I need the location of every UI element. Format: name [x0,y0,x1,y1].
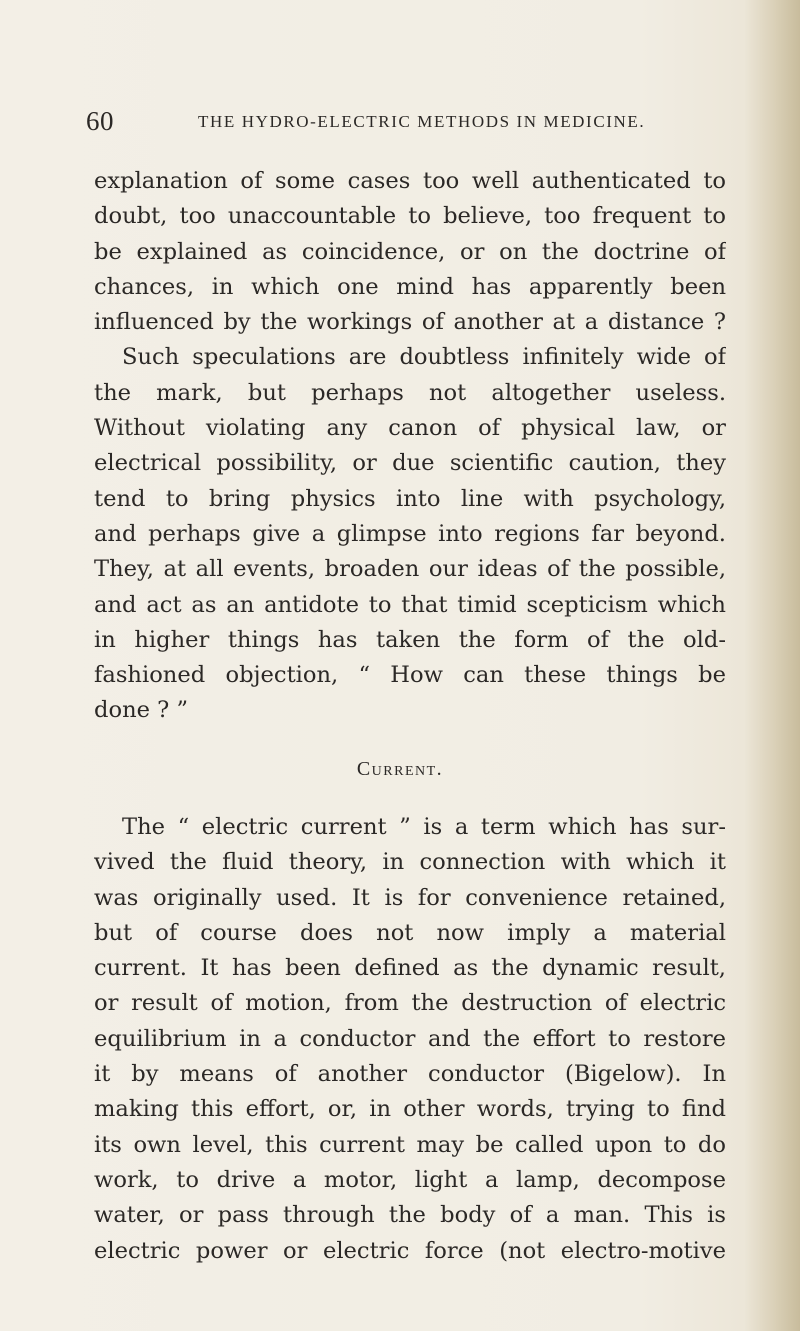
text-line: vived the fluid theory, in connection with which it [94,849,726,876]
text-line: Without violating any canon of physical law, or [94,415,726,442]
text-line: work, to drive a motor, light a lamp, decompose [94,1166,726,1193]
paragraph-continued [94,164,726,729]
text-line: done ? ” [94,697,189,724]
text-line: the mark, but perhaps not altogether useless. [94,379,726,406]
text-line: or result of motion, from the destruction of electric [94,990,726,1017]
text-line: in higher things has taken the form of the old- [94,626,726,653]
text-line: making this effort, or, in other words, trying to find [94,1096,726,1123]
running-head: THE HYDRO-ELECTRIC METHODS IN MEDICINE. [198,112,646,131]
text-line: doubt, too unaccountable to believe, too frequent to [94,203,726,230]
text-line: its own level, this current may be called upon to do [94,1131,726,1158]
text-line: electric power or electric force (not electro-motive [94,1237,726,1264]
text-line: The “ electric current ” is a term which has sur- [122,814,726,840]
text-line: fashioned objection, “ How can these things be [94,662,726,689]
paragraph-current [94,810,726,1269]
text-line: influenced by the workings of another at a distance ? [94,309,726,336]
text-line: was originally used. It is for convenience retained, [94,884,726,911]
text-line: water, or pass through the body of a man. This is [94,1202,726,1229]
text-line: They, at all events, broaden our ideas of the possible, [94,556,726,583]
text-line: and perhaps give a glimpse into regions far beyond. [94,520,726,547]
text-line: electrical possibility, or due scientific caution, they [94,450,726,477]
page-number: 60 [86,106,114,136]
text-line: be explained as coincidence, or on the doctrine of [94,238,726,265]
text-line: equilibrium in a conductor and the effort to restore [94,1025,726,1052]
text-line: explanation of some cases too well authenticated to [94,168,726,194]
text-line: chances, in which one mind has apparently been [94,273,726,300]
text-line: but of course does not now imply a material [94,919,726,946]
text-line: Such speculations are doubtless infinitely wide of [122,344,726,371]
text-line: tend to bring physics into line with psychology, [94,485,726,512]
page-header [86,106,726,146]
text-line: it by means of another conductor (Bigelow). In [94,1061,726,1088]
text-line: current. It has been defined as the dynamic result, [94,955,726,982]
section-heading: Current. [356,758,444,780]
text-line: and act as an antidote to that timid scepticism which [94,591,726,618]
